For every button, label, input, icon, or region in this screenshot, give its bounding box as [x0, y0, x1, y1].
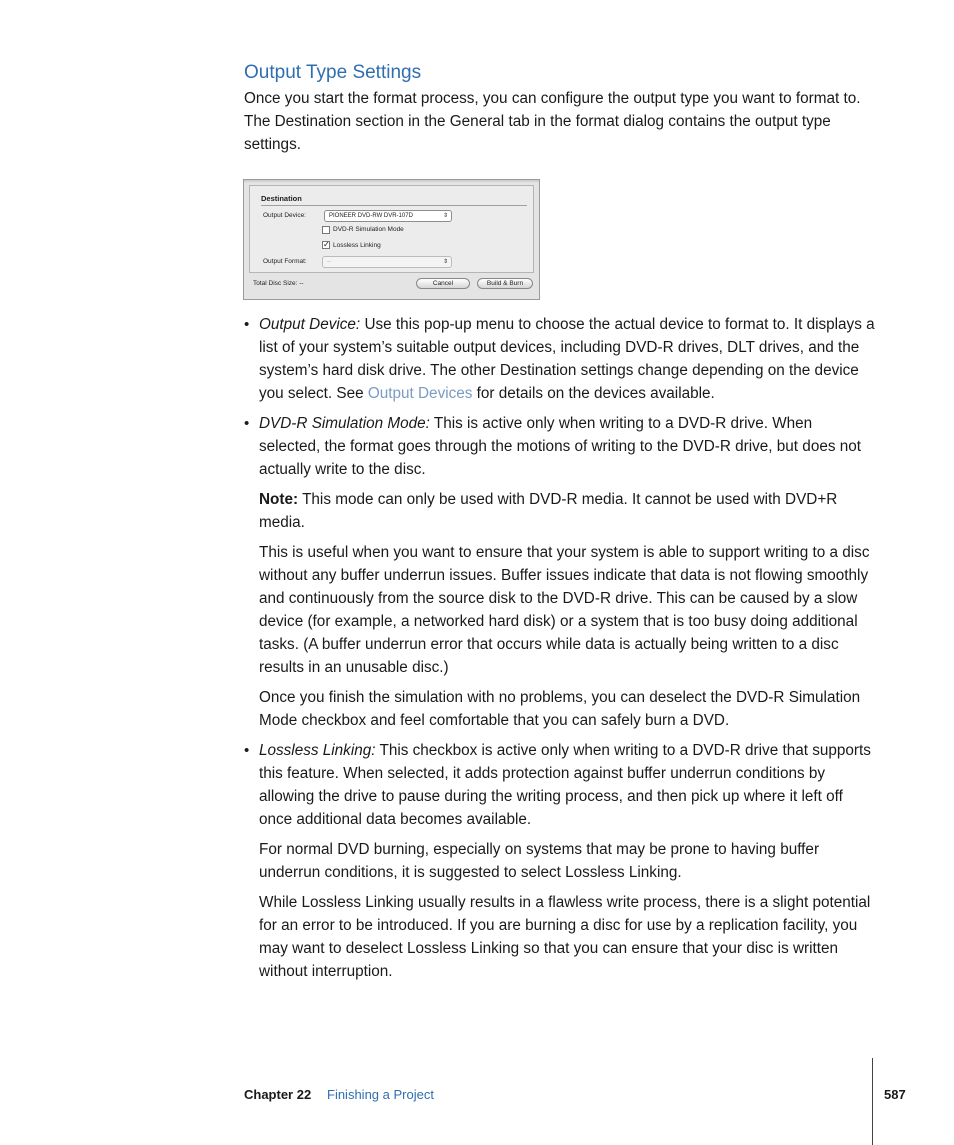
normal-burning-paragraph: For normal DVD burning, especially on systems that may be prone to having buffer underrun conditions, it is suggested to select Lossless Linking. — [259, 841, 820, 881]
page-number: 587 — [884, 1087, 906, 1102]
intro-paragraph: Once you start the format process, you can configure the output type you want to format to. The Destination section in the General tab in the format dialog contains the output type settings. — [244, 90, 861, 153]
note-text: This mode can only be used with DVD-R media. It cannot be used with DVD+R media. — [259, 491, 838, 531]
popup-arrows-icon: ⇕ — [442, 259, 448, 265]
replication-paragraph: While Lossless Linking usually results in a flawless write process, there is a slight potential for an error to be introduced. If you are burning a disc for use by a replication facility, you may want to deselect Lossless Linking so that you can ensure that your disc is written without interruption. — [259, 894, 871, 980]
lossless-linking-label: Lossless Linking — [333, 242, 381, 249]
footer-chapter: Chapter 22 — [244, 1087, 312, 1102]
checkmark-icon: ✓ — [323, 240, 330, 249]
lossless-linking-description — [259, 739, 875, 831]
popup-arrows-icon: ⇕ — [442, 213, 448, 219]
output-format-value: -- — [327, 259, 331, 265]
dvdr-simulation-checkbox[interactable] — [322, 226, 330, 234]
output-devices-link[interactable]: Output Devices — [367, 385, 473, 402]
output-device-label: Output Device: — [263, 212, 306, 219]
bullet-marker: • — [244, 316, 250, 333]
output-device-value: PIONEER DVD-RW DVR-107D — [329, 213, 413, 219]
simulation-finish-paragraph: Once you finish the simulation with no problems, you can deselect the DVD-R Simulation Mode checkbox and feel comfortable that you can safely burn a DVD. — [259, 689, 861, 729]
output-format-label: Output Format: — [263, 258, 307, 265]
output-device-text: Use this pop-up menu to choose the actual device to format to. It displays a list of your system’s suitable output devices, including DVD-R drives, DLT drives, and the system’s hard disk drive. The other Destination settings change depending on the device you select. See — [259, 316, 875, 402]
destination-title: Destination — [261, 194, 302, 203]
dvdr-simulation-description — [259, 412, 875, 481]
footer-divider — [872, 1058, 873, 1145]
dvdr-simulation-text: This is active only when writing to a DVD-R drive. When selected, the format goes through the motions of writing to the DVD-R drive, but does not actually write to the disc. — [259, 415, 861, 478]
destination-panel — [249, 185, 534, 273]
lossless-linking-checkbox[interactable] — [322, 241, 330, 249]
note-paragraph — [259, 488, 875, 534]
output-device-description — [259, 313, 875, 405]
output-format-popup[interactable] — [322, 256, 452, 268]
output-device-popup[interactable] — [324, 210, 452, 222]
build-and-burn-button[interactable]: Build & Burn — [477, 278, 533, 289]
note-label: Note: — [259, 491, 299, 508]
buffer-paragraph: This is useful when you want to ensure that your system is able to support writing to a disc without any buffer underrun issues. Buffer issues indicate that data is not flowing smoothly and continuously from the source disk to the DVD-R drive. This can be caused by a slow device (for example, a networked hard disk) or a system that is too busy doing additional tasks. (A buffer underrun error that occurs while data is actually being written to a disc results in an unusable disc.) — [259, 544, 870, 676]
cancel-button[interactable]: Cancel — [416, 278, 470, 289]
section-heading: Output Type Settings — [244, 62, 422, 83]
dialog-top-band — [244, 180, 539, 183]
dvdr-simulation-term: DVD-R Simulation Mode: — [259, 415, 430, 432]
format-dialog-screenshot — [243, 179, 540, 300]
bullet-marker: • — [244, 415, 250, 432]
destination-divider — [261, 205, 527, 206]
output-device-text-end: for details on the devices available. — [472, 385, 715, 402]
dvdr-simulation-label: DVD-R Simulation Mode — [333, 226, 404, 233]
bullet-marker: • — [244, 742, 250, 759]
total-disc-size: Total Disc Size: -- — [253, 280, 304, 287]
footer-section-link[interactable]: Finishing a Project — [327, 1087, 434, 1102]
output-device-term: Output Device: — [259, 316, 361, 333]
lossless-linking-text: This checkbox is active only when writing to a DVD-R drive that supports this feature. When selected, it adds protection against buffer underrun conditions by allowing the drive to pause during the writing process, and then pick up where it left off once additional data becomes available. — [259, 742, 871, 828]
lossless-linking-term: Lossless Linking: — [259, 742, 376, 759]
